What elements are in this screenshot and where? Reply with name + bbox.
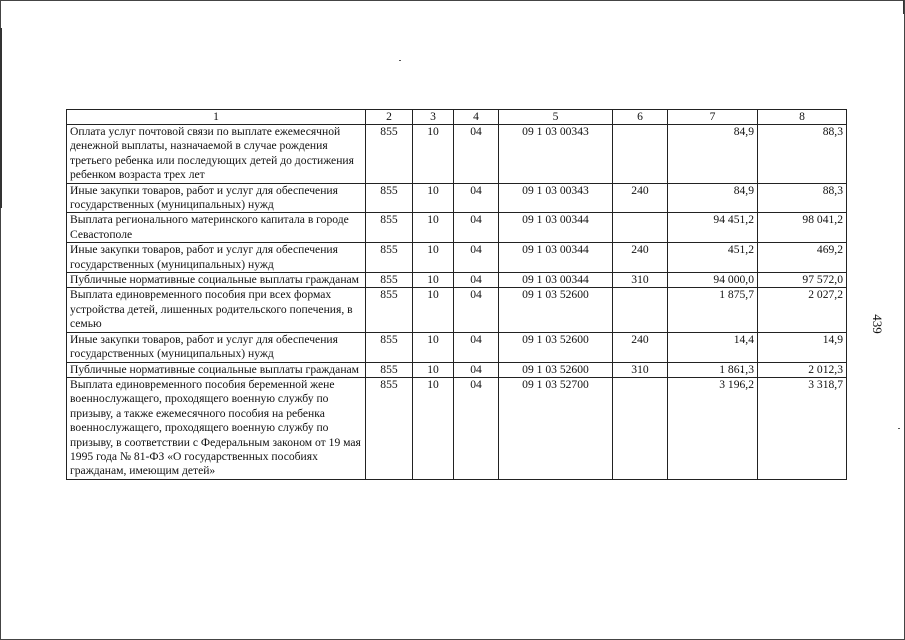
- table-header-row: [67, 110, 847, 125]
- amount-col7: 451,2: [668, 243, 758, 273]
- department-code: 855: [366, 243, 413, 273]
- department-code: 855: [366, 273, 413, 288]
- amount-col8: 2 012,3: [758, 362, 847, 377]
- amount-col8: 2 027,2: [758, 288, 847, 332]
- table-row: [67, 332, 847, 362]
- subsection-code: 04: [454, 362, 499, 377]
- column-header: 7: [668, 110, 758, 125]
- subsection-code: 04: [454, 125, 499, 184]
- amount-col8: 14,9: [758, 332, 847, 362]
- section-code: 10: [413, 273, 454, 288]
- scan-speck: [898, 428, 900, 429]
- amount-col8: 3 318,7: [758, 377, 847, 479]
- subsection-code: 04: [454, 213, 499, 243]
- amount-col7: 14,4: [668, 332, 758, 362]
- section-code: 10: [413, 183, 454, 213]
- target-article-code: 09 1 03 00343: [499, 125, 613, 184]
- subsection-code: 04: [454, 243, 499, 273]
- subsection-code: 04: [454, 377, 499, 479]
- row-description: Иные закупки товаров, работ и услуг для обеспечения государственных (муниципальных) нужд: [67, 243, 366, 273]
- amount-col8: 88,3: [758, 125, 847, 184]
- table-row: [67, 377, 847, 479]
- section-code: 10: [413, 213, 454, 243]
- expense-type-code: 310: [613, 273, 668, 288]
- expense-type-code: [613, 288, 668, 332]
- row-description: Выплата единовременного пособия при всех формах устройства детей, лишенных родительского попечения, в семью: [67, 288, 366, 332]
- subsection-code: 04: [454, 332, 499, 362]
- subsection-code: 04: [454, 273, 499, 288]
- expense-type-code: [613, 125, 668, 184]
- amount-col8: 97 572,0: [758, 273, 847, 288]
- department-code: 855: [366, 213, 413, 243]
- section-code: 10: [413, 288, 454, 332]
- expense-type-code: 240: [613, 332, 668, 362]
- department-code: 855: [366, 183, 413, 213]
- target-article-code: 09 1 03 00344: [499, 213, 613, 243]
- column-header: 3: [413, 110, 454, 125]
- table-row: [67, 125, 847, 184]
- table-row: [67, 243, 847, 273]
- amount-col8: 98 041,2: [758, 213, 847, 243]
- expense-type-code: 310: [613, 362, 668, 377]
- target-article-code: 09 1 03 00343: [499, 183, 613, 213]
- table-row: [67, 362, 847, 377]
- target-article-code: 09 1 03 52600: [499, 362, 613, 377]
- amount-col7: 1 861,3: [668, 362, 758, 377]
- expense-type-code: 240: [613, 243, 668, 273]
- row-description: Иные закупки товаров, работ и услуг для обеспечения государственных (муниципальных) нужд: [67, 332, 366, 362]
- target-article-code: 09 1 03 00344: [499, 273, 613, 288]
- row-description: Выплата единовременного пособия беременной жене военнослужащего, проходящего военную службу по призыву, а также ежемесячного пособия на ребенка военнослужащего, проходящего военную службу по призыву, в соответствии с Федеральным законом от 19 мая 1995 года № 81-ФЗ «О государственных пособиях гражданам, имеющим детей»: [67, 377, 366, 479]
- department-code: 855: [366, 377, 413, 479]
- table-row: [67, 183, 847, 213]
- expense-type-code: [613, 213, 668, 243]
- scan-edge-mark: [903, 0, 904, 14]
- target-article-code: 09 1 03 52600: [499, 332, 613, 362]
- target-article-code: 09 1 03 00344: [499, 243, 613, 273]
- scan-edge-mark: [0, 28, 2, 208]
- subsection-code: 04: [454, 183, 499, 213]
- table-row: [67, 213, 847, 243]
- column-header: 4: [454, 110, 499, 125]
- row-description: Иные закупки товаров, работ и услуг для обеспечения государственных (муниципальных) нужд: [67, 183, 366, 213]
- expense-type-code: 240: [613, 183, 668, 213]
- amount-col7: 84,9: [668, 183, 758, 213]
- amount-col7: 94 000,0: [668, 273, 758, 288]
- department-code: 855: [366, 288, 413, 332]
- scan-speck: [399, 60, 401, 61]
- column-header: 6: [613, 110, 668, 125]
- target-article-code: 09 1 03 52700: [499, 377, 613, 479]
- table-row: [67, 288, 847, 332]
- row-description: Публичные нормативные социальные выплаты гражданам: [67, 362, 366, 377]
- column-header: 1: [67, 110, 366, 125]
- table-row: [67, 273, 847, 288]
- subsection-code: 04: [454, 288, 499, 332]
- department-code: 855: [366, 125, 413, 184]
- amount-col7: 1 875,7: [668, 288, 758, 332]
- section-code: 10: [413, 243, 454, 273]
- amount-col8: 88,3: [758, 183, 847, 213]
- department-code: 855: [366, 332, 413, 362]
- amount-col8: 469,2: [758, 243, 847, 273]
- expense-type-code: [613, 377, 668, 479]
- page-number: 439: [869, 314, 885, 334]
- row-description: Выплата регионального материнского капитала в городе Севастополе: [67, 213, 366, 243]
- amount-col7: 94 451,2: [668, 213, 758, 243]
- column-header: 2: [366, 110, 413, 125]
- budget-table: [66, 109, 847, 480]
- section-code: 10: [413, 332, 454, 362]
- column-header: 8: [758, 110, 847, 125]
- section-code: 10: [413, 362, 454, 377]
- amount-col7: 3 196,2: [668, 377, 758, 479]
- section-code: 10: [413, 377, 454, 479]
- row-description: Публичные нормативные социальные выплаты гражданам: [67, 273, 366, 288]
- target-article-code: 09 1 03 52600: [499, 288, 613, 332]
- row-description: Оплата услуг почтовой связи по выплате ежемесячной денежной выплаты, назначаемой в случае рождения третьего ребенка или последующих детей до достижения ребенком возраста трех лет: [67, 125, 366, 184]
- department-code: 855: [366, 362, 413, 377]
- column-header: 5: [499, 110, 613, 125]
- amount-col7: 84,9: [668, 125, 758, 184]
- section-code: 10: [413, 125, 454, 184]
